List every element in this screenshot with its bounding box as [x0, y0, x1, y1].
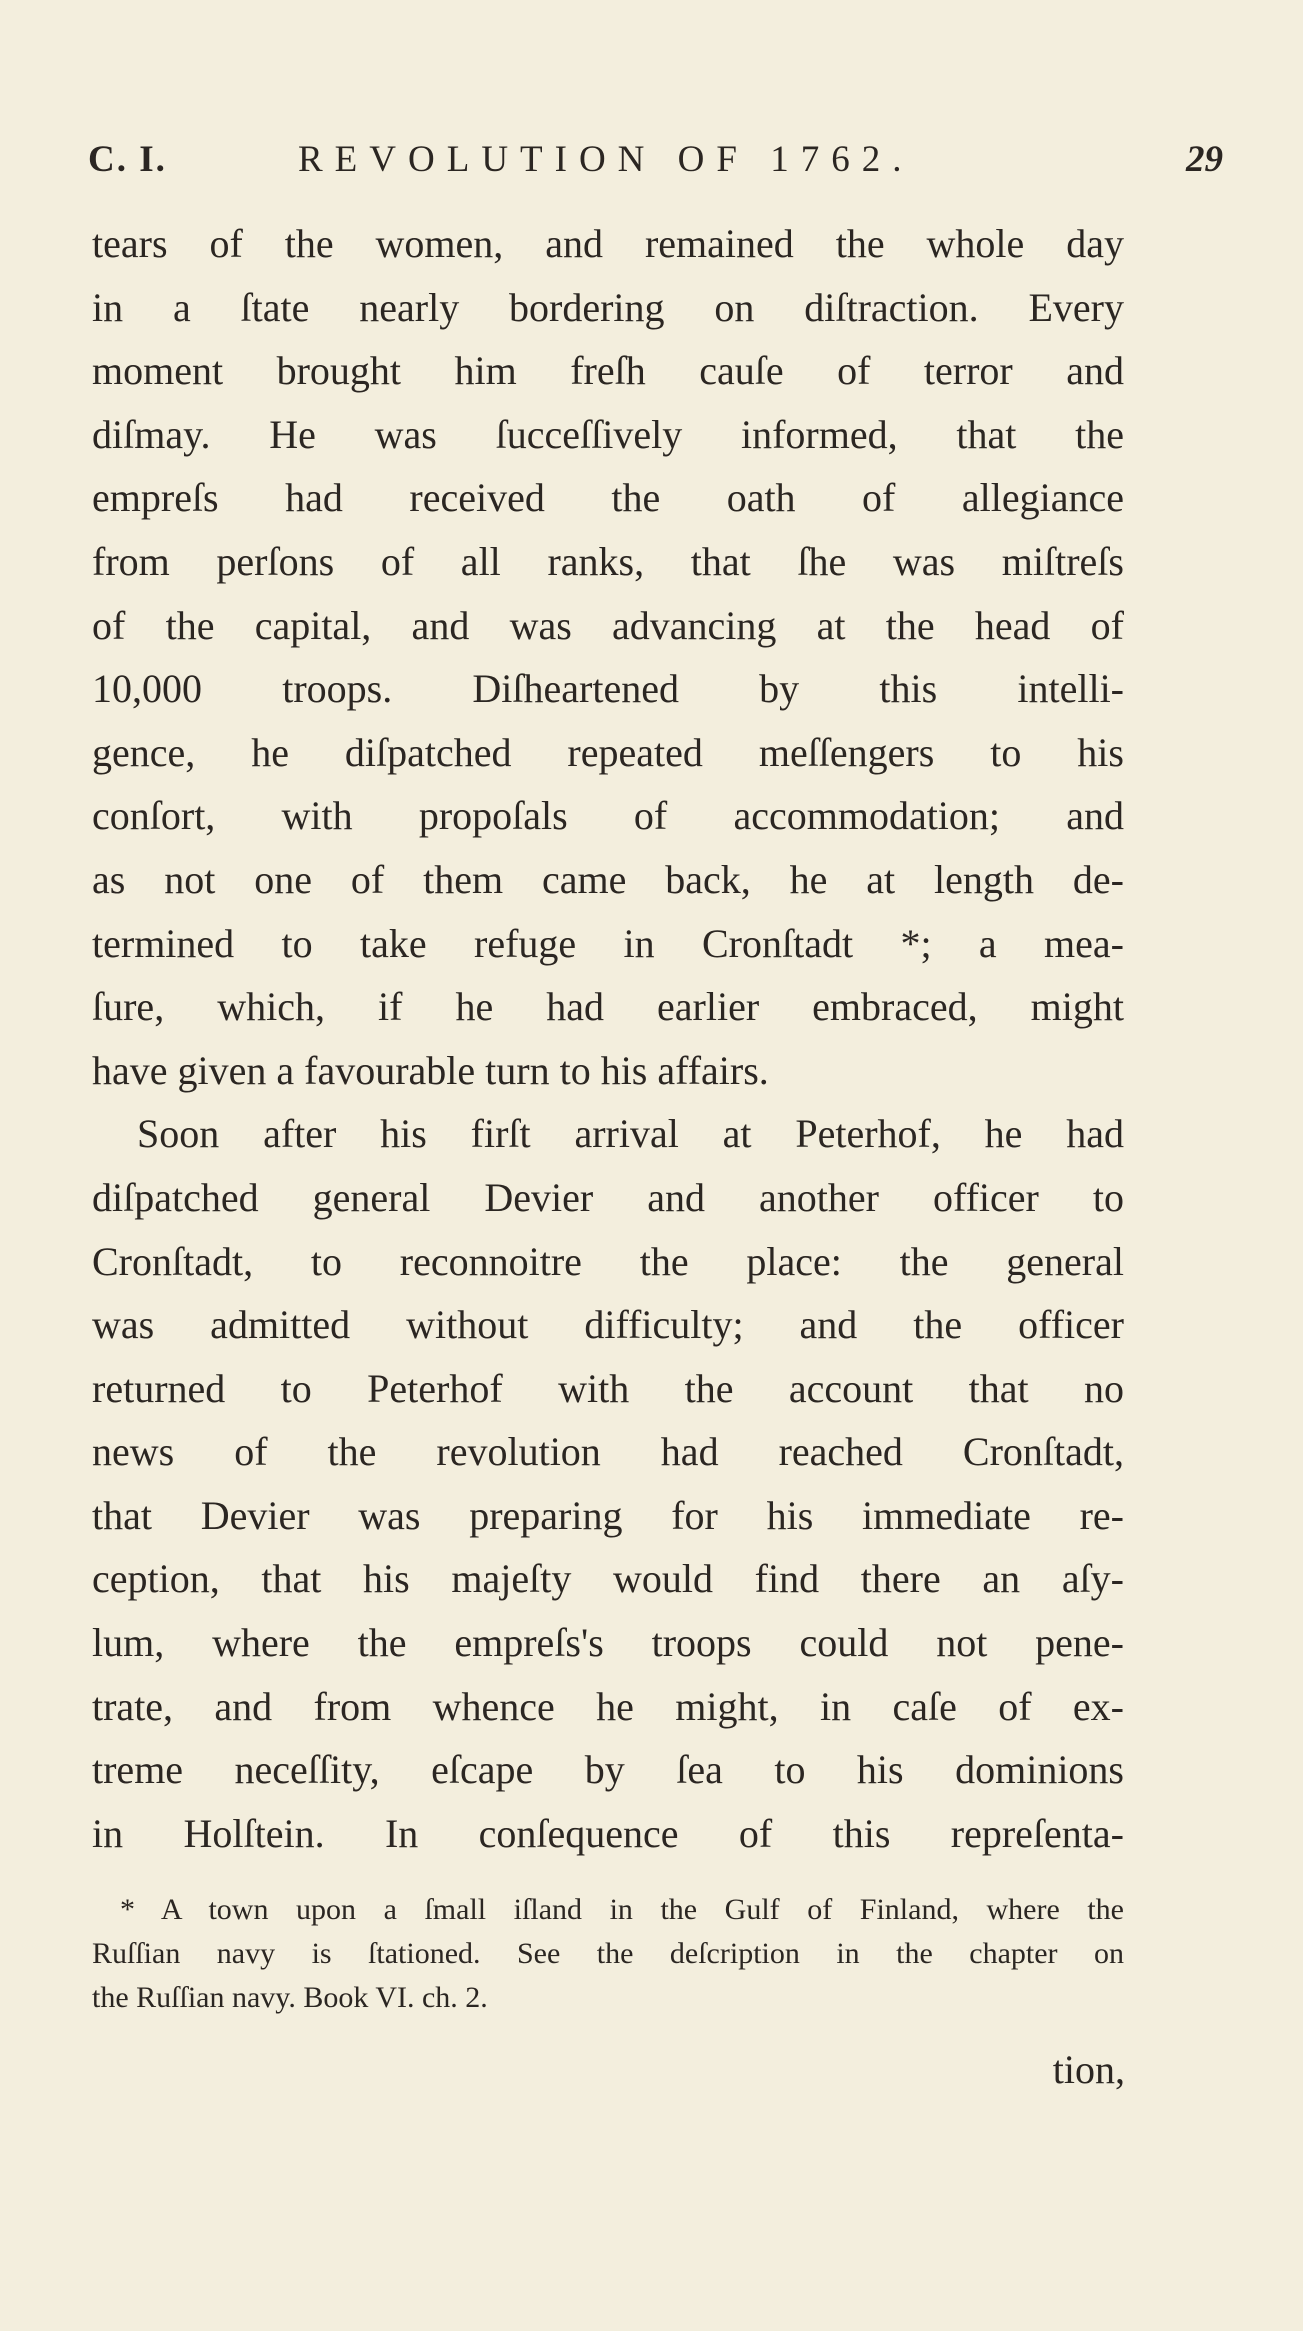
text-line: trate, and from whence he might, in caſe of ex- — [92, 1683, 1124, 1729]
text-line: ſure, which, if he had earlier embraced, might — [92, 984, 1124, 1030]
text-line: diſpatched general Devier and another officer to — [92, 1174, 1124, 1220]
body-text — [92, 212, 1124, 1865]
footnote-line: the Ruſſian navy. Book VI. ch. 2. — [92, 1981, 488, 2014]
text-line: moment brought him freſh cauſe of terror and — [92, 348, 1124, 394]
footnote — [92, 1888, 1124, 2020]
text-line: from perſons of all ranks, that ſhe was miſtreſs — [92, 538, 1124, 584]
text-line: have given a favourable turn to his affairs. — [92, 1047, 769, 1093]
text-line: news of the revolution had reached Cronſtadt, — [92, 1429, 1124, 1475]
text-line: diſmay. He was ſucceſſively informed, that the — [92, 411, 1124, 457]
text-line: treme neceſſity, eſcape by ſea to his dominions — [92, 1747, 1124, 1793]
text-line: Soon after his firſt arrival at Peterhof, he had — [137, 1111, 1124, 1157]
text-line: ception, that his majeſty would find there an aſy- — [92, 1556, 1124, 1602]
text-line: in Holſtein. In conſequence of this repreſenta- — [92, 1810, 1124, 1856]
footnote-line: * A town upon a ſmall iſland in the Gulf of Finland, where the — [120, 1893, 1124, 1926]
text-line: of the capital, and was advancing at the head of — [92, 602, 1124, 648]
running-head — [88, 138, 1223, 188]
running-title: REVOLUTION OF 1762. — [298, 139, 914, 180]
chapter-marker: C. I. — [88, 139, 167, 180]
text-line: termined to take refuge in Cronſtadt *; a mea- — [92, 920, 1124, 966]
text-line: was admitted without difficulty; and the officer — [92, 1302, 1124, 1348]
text-line: 10,000 troops. Diſheartened by this intelli- — [92, 666, 1124, 712]
text-line: in a ſtate nearly bordering on diſtraction. Every — [92, 284, 1124, 330]
text-line: returned to Peterhof with the account that no — [92, 1365, 1124, 1411]
text-line: empreſs had received the oath of allegiance — [92, 475, 1124, 521]
text-line: tears of the women, and remained the whole day — [92, 221, 1124, 266]
text-line: that Devier was preparing for his immediate re- — [92, 1492, 1124, 1538]
text-line: gence, he diſpatched repeated meſſengers to his — [92, 729, 1124, 775]
text-line: Cronſtadt, to reconnoitre the place: the general — [92, 1238, 1124, 1284]
text-line: as not one of them came back, he at length de- — [92, 856, 1124, 902]
footnote-line: Ruſſian navy is ſtationed. See the deſcription in the chapter on — [92, 1937, 1124, 1970]
catchword: tion, — [1052, 2047, 1125, 2092]
text-line: lum, where the empreſs's troops could not pene- — [92, 1620, 1124, 1666]
page-number: 29 — [1186, 139, 1223, 180]
text-line: conſort, with propoſals of accommodation; and — [92, 793, 1124, 839]
